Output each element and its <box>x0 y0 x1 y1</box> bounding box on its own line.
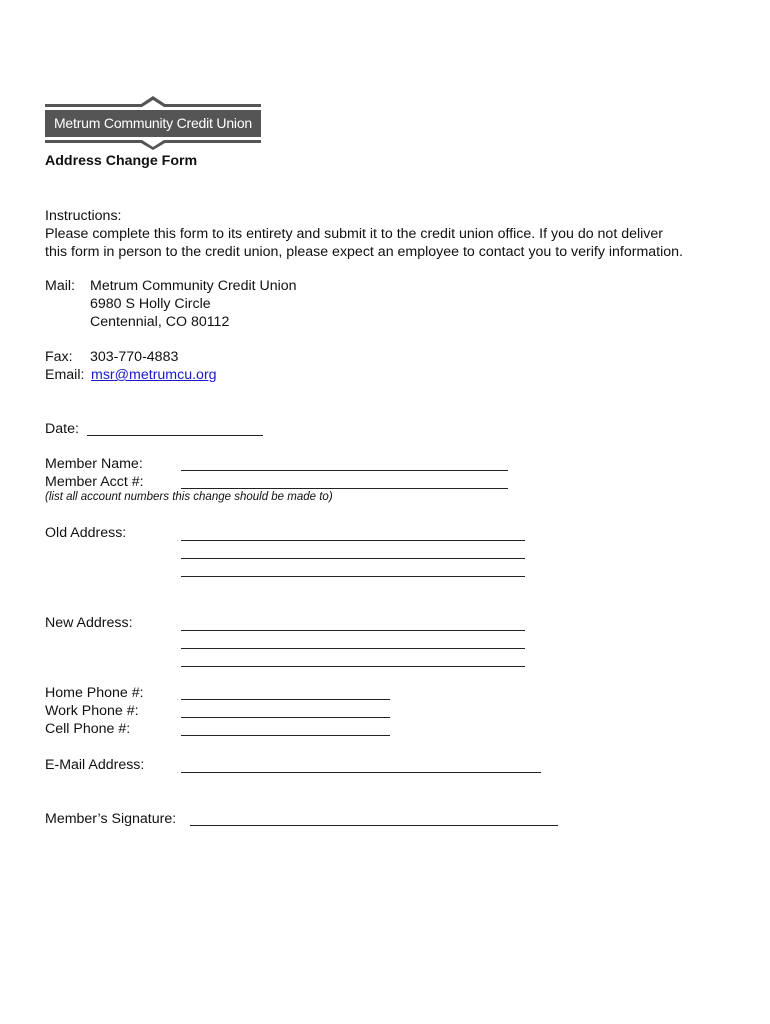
cell-phone-field-line[interactable] <box>181 720 390 736</box>
fax-label: Fax: <box>45 349 73 365</box>
cell-phone-label: Cell Phone #: <box>45 721 131 737</box>
mail-address-line-2: 6980 S Holly Circle <box>90 296 211 312</box>
old-address-line-3[interactable] <box>181 561 525 577</box>
new-address-line-3[interactable] <box>181 651 525 667</box>
fax-number: 303-770-4883 <box>90 349 179 365</box>
date-field-line[interactable] <box>87 420 263 436</box>
email-label: Email: <box>45 367 85 383</box>
work-phone-field-line[interactable] <box>181 702 390 718</box>
member-name-label: Member Name: <box>45 456 143 472</box>
signature-label: Member’s Signature: <box>45 811 177 827</box>
instructions-line-2: this form in person to the credit union, please expect an employee to contact you to verify information. <box>45 244 683 260</box>
new-address-line-1[interactable] <box>181 615 525 631</box>
credit-union-logo <box>45 96 261 150</box>
instructions-line-1: Please complete this form to its entirety and submit it to the credit union office. If you do not deliver <box>45 226 664 242</box>
mail-label: Mail: <box>45 278 75 294</box>
home-phone-label: Home Phone #: <box>45 685 144 701</box>
home-phone-field-line[interactable] <box>181 684 390 700</box>
email-address-label: E-Mail Address: <box>45 757 145 773</box>
mail-address-line-1: Metrum Community Credit Union <box>90 278 297 294</box>
signature-field-line[interactable] <box>190 810 558 826</box>
mail-address-line-3: Centennial, CO 80112 <box>90 314 230 330</box>
logo-text: Metrum Community Credit Union <box>53 115 253 131</box>
instructions-heading: Instructions: <box>45 208 122 224</box>
old-address-line-2[interactable] <box>181 543 525 559</box>
new-address-label: New Address: <box>45 615 133 631</box>
work-phone-label: Work Phone #: <box>45 703 139 719</box>
date-label: Date: <box>45 421 79 437</box>
email-link[interactable]: msr@metrumcu.org <box>91 367 217 383</box>
member-acct-field-line[interactable] <box>181 473 508 489</box>
form-title: Address Change Form <box>45 153 198 169</box>
acct-note: (list all account numbers this change should be made to) <box>45 491 333 503</box>
old-address-label: Old Address: <box>45 525 127 541</box>
email-address-field-line[interactable] <box>181 757 541 773</box>
new-address-line-2[interactable] <box>181 633 525 649</box>
member-acct-label: Member Acct #: <box>45 474 144 490</box>
member-name-field-line[interactable] <box>181 455 508 471</box>
old-address-line-1[interactable] <box>181 525 525 541</box>
